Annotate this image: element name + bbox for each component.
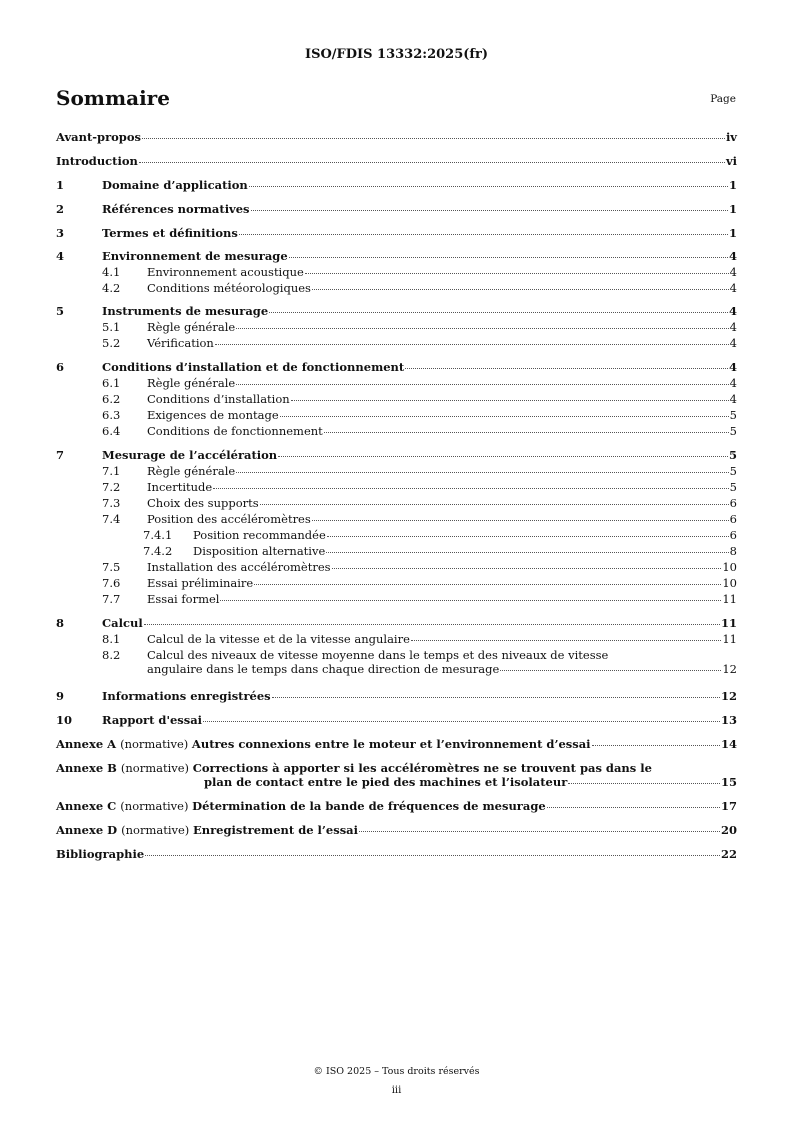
toc-entry-text: Conditions d’installation et de fonctionnement — [102, 360, 405, 374]
toc-entry-page: iv — [725, 130, 737, 144]
dot-leader — [280, 416, 729, 417]
toc-entry-number: 7.4 — [102, 512, 121, 526]
toc-entry-number: 7.4.1 — [143, 528, 173, 542]
toc-entry-page: 4 — [729, 376, 737, 390]
toc-entry-page: 20 — [720, 823, 737, 837]
toc-entry-text: Calcul des niveaux de vitesse moyenne dans le temps et des niveaux de vitesse — [147, 648, 609, 662]
toc-entry-page: 5 — [729, 408, 737, 422]
toc-entry-page: 11 — [722, 632, 737, 646]
toc-entry[interactable] — [56, 480, 737, 494]
toc-entry[interactable] — [56, 226, 737, 240]
page-title: Sommaire — [56, 86, 170, 110]
toc-entry-number: 7 — [56, 448, 65, 462]
toc-entry[interactable] — [56, 823, 737, 837]
toc-entry[interactable] — [56, 560, 737, 574]
toc-entry-number: 6.3 — [102, 408, 121, 422]
toc-entry-number: 7.2 — [102, 480, 121, 494]
dot-leader — [203, 721, 720, 722]
toc-entry[interactable] — [56, 178, 737, 192]
toc-entry-page: 5 — [728, 448, 737, 462]
dot-leader — [324, 432, 729, 433]
toc-entry-number: 3 — [56, 226, 65, 240]
toc-entry-page: 22 — [720, 847, 737, 861]
toc-entry[interactable] — [56, 737, 737, 751]
toc-entry-page: 5 — [729, 424, 737, 438]
toc-entry-text: Annexe A (normative) Autres connexions entre le moteur et l’environnement d’essai — [56, 737, 591, 751]
toc-entry-text: Rapport d'essai — [102, 713, 203, 727]
toc-entry[interactable] — [56, 336, 737, 350]
toc-entry-text: Termes et définitions — [102, 226, 238, 240]
toc-entry-number: 9 — [56, 689, 65, 703]
toc-entry-text: Conditions de fonctionnement — [147, 424, 323, 438]
toc-entry-page: 8 — [729, 544, 737, 558]
document-header: ISO/FDIS 13332:2025(fr) — [305, 47, 488, 62]
toc-entry-text: Environnement de mesurage — [102, 249, 288, 263]
toc-entry[interactable] — [56, 202, 737, 216]
toc-entry-text: Avant-propos — [56, 130, 141, 144]
toc-entry-text: Références normatives — [102, 202, 250, 216]
toc-entry-number: 7.1 — [102, 464, 121, 478]
dot-leader — [269, 312, 728, 313]
toc-entry-text: Introduction — [56, 154, 138, 168]
toc-entry-number: 6.1 — [102, 376, 121, 390]
toc-entry-text: Annexe C (normative) Détermination de la bande de fréquences de mesurage — [56, 799, 546, 813]
toc-entry-number: 7.3 — [102, 496, 121, 510]
toc-entry-text: Mesurage de l’accélération — [102, 448, 278, 462]
dot-leader — [213, 488, 728, 489]
toc-entry-text: Installation des accéléromètres — [147, 560, 331, 574]
toc-entry-number: 6.2 — [102, 392, 121, 406]
toc-entry-number: 7.7 — [102, 592, 121, 606]
toc-entry-page: 4 — [729, 281, 737, 295]
toc-entry-text: Exigences de montage — [147, 408, 279, 422]
toc-entry-number: 7.6 — [102, 576, 121, 590]
toc-entry[interactable] — [56, 616, 737, 630]
toc-entry-page: 1 — [728, 178, 737, 192]
toc-entry-text: Bibliographie — [56, 847, 145, 861]
toc-entry-text: Calcul — [102, 616, 143, 630]
toc-entry-page: 5 — [729, 480, 737, 494]
toc-entry-number: 5 — [56, 304, 65, 318]
dot-leader — [272, 697, 720, 698]
toc-entry-number: 10 — [56, 713, 73, 727]
toc-entry-text: Domaine d’application — [102, 178, 248, 192]
toc-entry-page: 4 — [729, 336, 737, 350]
toc-entry[interactable] — [56, 265, 737, 279]
toc-entry-page: 12 — [722, 662, 737, 676]
toc-entry-text: Vérification — [147, 336, 214, 350]
dot-leader — [236, 472, 728, 473]
toc-entry-page: 4 — [729, 265, 737, 279]
toc-entry[interactable] — [56, 648, 737, 676]
toc-entry-page: 1 — [728, 202, 737, 216]
dot-leader — [547, 807, 720, 808]
toc-entry-page: 4 — [729, 392, 737, 406]
toc-entry-page: 4 — [728, 360, 737, 374]
dot-leader — [411, 640, 721, 641]
toc-entry-number: 8.1 — [102, 632, 121, 646]
toc-entry-text: Règle générale — [147, 376, 236, 390]
toc-entry-page: 13 — [720, 713, 737, 727]
page-column-label: Page — [710, 93, 736, 105]
toc-entry[interactable] — [56, 761, 737, 789]
dot-leader — [139, 162, 725, 163]
toc-entry[interactable] — [56, 424, 737, 438]
toc-entry-text: Règle générale — [147, 464, 236, 478]
toc-entry[interactable] — [56, 392, 737, 406]
toc-entry-text: Annexe B (normative) Corrections à apporter si les accéléromètres ne se trouvent pas dans le — [56, 761, 652, 775]
dot-leader — [236, 328, 728, 329]
toc-entry[interactable] — [56, 689, 737, 703]
dot-leader — [359, 831, 720, 832]
toc-entry[interactable] — [56, 847, 737, 861]
dot-leader — [312, 520, 729, 521]
dot-leader — [592, 745, 720, 746]
dot-leader — [278, 456, 728, 457]
toc-entry[interactable] — [56, 713, 737, 727]
toc-entry-number: 6 — [56, 360, 65, 374]
dot-leader — [500, 670, 721, 671]
toc-entry-number: 7.4.2 — [143, 544, 173, 558]
toc-entry-page: vi — [725, 154, 737, 168]
toc-entry-page: 11 — [722, 592, 737, 606]
toc-entry-text: Disposition alternative — [193, 544, 326, 558]
dot-leader — [251, 210, 728, 211]
toc-entry[interactable] — [56, 592, 737, 606]
toc-entry-page: 4 — [728, 249, 737, 263]
toc-entry-number: 7.5 — [102, 560, 121, 574]
toc-entry[interactable] — [56, 320, 737, 334]
toc-entry-page: 1 — [728, 226, 737, 240]
dot-leader — [332, 568, 722, 569]
dot-leader — [142, 138, 725, 139]
toc-entry-number: 4 — [56, 249, 65, 263]
copyright-footer: © ISO 2025 – Tous droits réservés — [313, 1066, 480, 1077]
dot-leader — [305, 273, 729, 274]
dot-leader — [260, 504, 729, 505]
toc-entry-page: 15 — [720, 775, 737, 789]
toc-entry-text: Annexe D (normative) Enregistrement de l’essai — [56, 823, 359, 837]
toc-entry-page: 11 — [720, 616, 737, 630]
dot-leader — [289, 257, 728, 258]
toc-entry[interactable] — [56, 496, 737, 510]
toc-entry-number: 5.2 — [102, 336, 121, 350]
dot-leader — [145, 855, 720, 856]
toc-entry-text-continued: angulaire dans le temps dans chaque direction de mesurage — [147, 662, 500, 676]
toc-entry-text: Essai formel — [147, 592, 220, 606]
toc-entry-text: Calcul de la vitesse et de la vitesse angulaire — [147, 632, 410, 646]
dot-leader — [405, 368, 728, 369]
toc-entry[interactable] — [56, 360, 737, 374]
toc-entry[interactable] — [56, 576, 737, 590]
toc-entry-number: 5.1 — [102, 320, 121, 334]
dot-leader — [239, 234, 728, 235]
toc-entry[interactable] — [56, 154, 737, 168]
dot-leader — [327, 536, 729, 537]
toc-entry[interactable] — [56, 528, 737, 542]
dot-leader — [291, 400, 729, 401]
page-number: iii — [391, 1085, 402, 1096]
toc-entry-number: 4.1 — [102, 265, 121, 279]
toc-entry-text: Position recommandée — [193, 528, 326, 542]
toc-entry-number: 6.4 — [102, 424, 121, 438]
toc-entry-page: 12 — [720, 689, 737, 703]
dot-leader — [312, 289, 729, 290]
toc-entry-text: Position des accéléromètres — [147, 512, 311, 526]
toc-entry[interactable] — [56, 512, 737, 526]
toc-entry-page: 6 — [729, 512, 737, 526]
toc-entry-text-continued: plan de contact entre le pied des machines et l’isolateur — [204, 775, 568, 789]
toc-entry[interactable] — [56, 130, 737, 144]
toc-entry-number: 8.2 — [102, 648, 121, 662]
toc-entry-page: 5 — [729, 464, 737, 478]
toc-entry[interactable] — [56, 632, 737, 646]
toc-entry[interactable] — [56, 544, 737, 558]
toc-entry[interactable] — [56, 448, 737, 462]
toc-entry-number: 4.2 — [102, 281, 121, 295]
toc-entry-number: 1 — [56, 178, 65, 192]
toc-entry-page: 6 — [729, 496, 737, 510]
toc-entry[interactable] — [56, 464, 737, 478]
dot-leader — [568, 783, 720, 784]
toc-entry-text: Conditions d’installation — [147, 392, 290, 406]
toc-entry-page: 4 — [728, 304, 737, 318]
toc-entry-text: Essai préliminaire — [147, 576, 254, 590]
toc-entry[interactable] — [56, 408, 737, 422]
toc-entry[interactable] — [56, 376, 737, 390]
toc-entry-text: Incertitude — [147, 480, 213, 494]
dot-leader — [236, 384, 728, 385]
toc-entry-text: Choix des supports — [147, 496, 259, 510]
toc-entry[interactable] — [56, 249, 737, 263]
toc-entry-text: Conditions météorologiques — [147, 281, 311, 295]
dot-leader — [144, 624, 720, 625]
dot-leader — [254, 584, 721, 585]
toc-entry-text: Instruments de mesurage — [102, 304, 269, 318]
toc-entry-number: 2 — [56, 202, 65, 216]
toc-entry-text: Environnement acoustique — [147, 265, 304, 279]
toc-entry-page: 4 — [729, 320, 737, 334]
toc-entry-page: 10 — [722, 560, 737, 574]
dot-leader — [326, 552, 728, 553]
toc-entry-text: Informations enregistrées — [102, 689, 271, 703]
toc-entry[interactable] — [56, 281, 737, 295]
toc-entry-page: 6 — [729, 528, 737, 542]
toc-entry-text: Règle générale — [147, 320, 236, 334]
toc-entry-page: 10 — [722, 576, 737, 590]
toc-entry-page: 17 — [720, 799, 737, 813]
toc-entry-page: 14 — [720, 737, 737, 751]
toc-entry[interactable] — [56, 304, 737, 318]
dot-leader — [220, 600, 721, 601]
dot-leader — [249, 186, 728, 187]
dot-leader — [215, 344, 729, 345]
toc-entry[interactable] — [56, 799, 737, 813]
toc-entry-number: 8 — [56, 616, 65, 630]
